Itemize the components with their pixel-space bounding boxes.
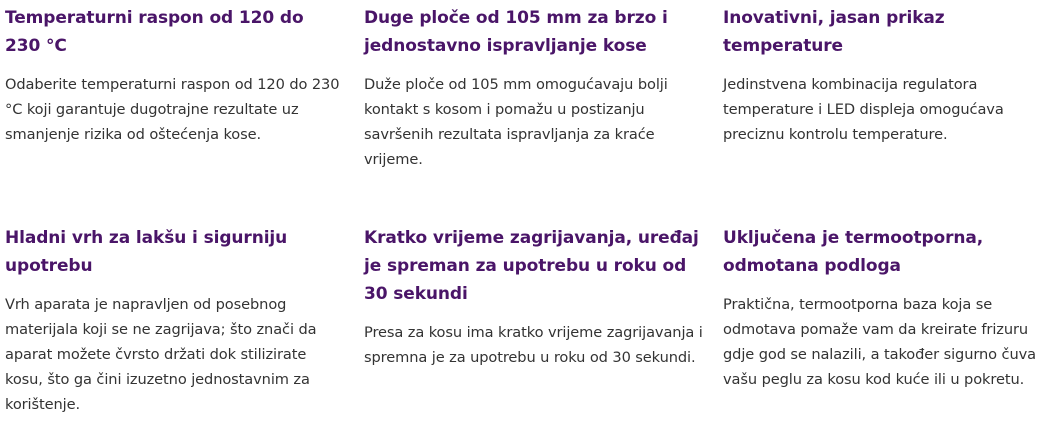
feature-description: Odaberite temperaturni raspon od 120 do 230 °C koji garantuje dugotrajne rezultate uz smanjenje rizika od oštećenja kose. <box>5 76 340 143</box>
feature-description: Praktična, termootporna baza koja se odmotava pomaže vam da kreirate frizuru gdje god se nalazili, a također sigurno čuva vašu peglu za kosu kod kuće ili u pokretu. <box>723 296 1036 388</box>
feature-cool-tip <box>5 224 340 417</box>
feature-heat-resistant-mat <box>723 224 1059 392</box>
feature-title: Uključena je termootporna, odmotana podloga <box>723 228 984 276</box>
feature-title: Hladni vrh za lakšu i sigurniju upotrebu <box>5 228 288 276</box>
feature-description: Jedinstvena kombinacija regulatora temperature i LED displeja omogućava preciznu kontrolu temperature. <box>723 76 1004 143</box>
feature-description: Duže ploče od 105 mm omogućavaju bolji kontakt s kosom i pomažu u postizanju savršenih rezultata ispravljanja za kraće vrijeme. <box>364 76 668 168</box>
feature-title: Duge ploče od 105 mm za brzo i jednostavno ispravljanje kose <box>364 8 668 56</box>
feature-fast-heatup <box>364 224 709 370</box>
feature-long-plates <box>364 4 709 172</box>
feature-description: Vrh aparata je napravljen od posebnog materijala koji se ne zagrijava; što znači da aparat možete čvrsto držati dok stilizirate kosu, što ga čini izuzetno jednostavnim za korištenje. <box>5 296 317 413</box>
feature-title: Temperaturni raspon od 120 do 230 °C <box>5 8 304 56</box>
feature-temperature-display <box>723 4 1059 147</box>
feature-temperature-range <box>5 4 340 147</box>
feature-title: Kratko vrijeme zagrijavanja, uređaj je spreman za upotrebu u roku od 30 sekundi <box>364 228 699 304</box>
feature-description: Presa za kosu ima kratko vrijeme zagrijavanja i spremna je za upotrebu u roku od 30 sekundi. <box>364 324 703 366</box>
feature-title: Inovativni, jasan prikaz temperature <box>723 8 945 56</box>
